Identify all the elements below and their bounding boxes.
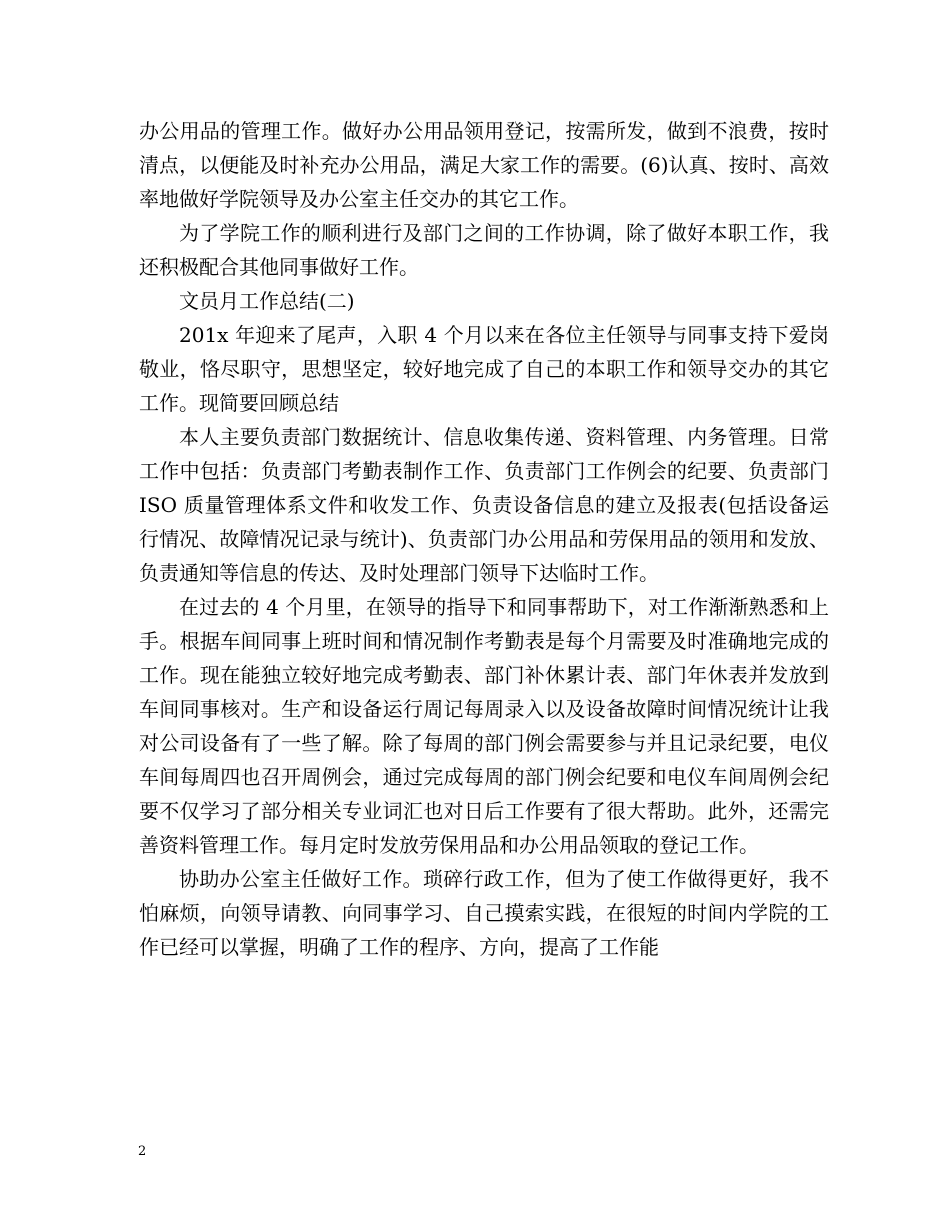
section-heading: 文员月工作总结(二) <box>179 289 355 313</box>
page-number: 2 <box>138 1144 147 1159</box>
paragraph-4: 本人主要负责部门数据统计、信息收集传递、资料管理、内务管理。日常工作中包括：负责部门考勤表制作工作、负责部门工作例会的纪要、负责部门 ISO 质量管理体系文件和收发工作、负责设备信息的建立及报表(包括设备运行情况、故障情况记录与统计)、负责部门办公用品和劳保用品的领用和发放、负责通知等信息的传达、及时处理部门领导下达临时工作。 <box>139 425 829 585</box>
paragraph-2: 为了学院工作的顺利进行及部门之间的工作协调，除了做好本职工作，我还积极配合其他同事做好工作。 <box>139 221 829 279</box>
paragraph-1: 办公用品的管理工作。做好办公用品领用登记，按需所发，做到不浪费，按时清点，以便能及时补充办公用品，满足大家工作的需要。(6)认真、按时、高效率地做好学院领导及办公室主任交办的其它工作。 <box>139 119 829 211</box>
paragraph-5: 在过去的 4 个月里，在领导的指导下和同事帮助下，对工作渐渐熟悉和上手。根据车间同事上班时间和情况制作考勤表是每个月需要及时准确地完成的工作。现在能独立较好地完成考勤表、部门补休累计表、部门年休表并发放到车间同事核对。生产和设备运行周记每周录入以及设备故障时间情况统计让我对公司设备有了一些了解。除了每周的部门例会需要参与并且记录纪要，电仪车间每周四也召开周例会，通过完成每周的部门例会纪要和电仪车间周例会纪要不仅学习了部分相关专业词汇也对日后工作要有了很大帮助。此外，还需完善资料管理工作。每月定时发放劳保用品和办公用品领取的登记工作。 <box>139 595 829 857</box>
paragraph-6: 协助办公室主任做好工作。琐碎行政工作，但为了使工作做得更好，我不怕麻烦，向领导请教、向同事学习、自己摸索实践，在很短的时间内学院的工作已经可以掌握，明确了工作的程序、方向，提高了工作能 <box>139 867 829 959</box>
document-body <box>139 114 829 964</box>
paragraph-3: 201x 年迎来了尾声，入职 4 个月以来在各位主任领导与同事支持下爱岗敬业，恪尽职守，思想坚定，较好地完成了自己的本职工作和领导交办的其它工作。现简要回顾总结 <box>139 323 829 415</box>
